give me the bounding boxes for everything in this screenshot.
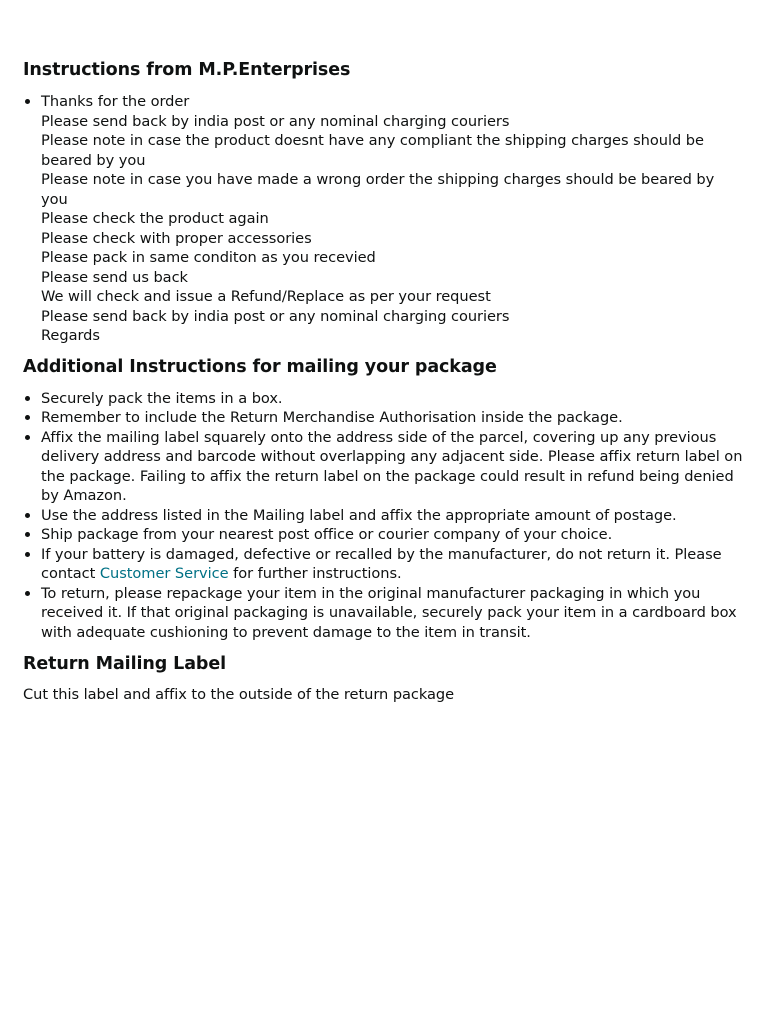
additional-instructions-list <box>23 389 744 643</box>
instruction-line: Please check with proper accessories <box>41 229 312 247</box>
list-item <box>41 92 744 346</box>
instruction-line: Please send back by india post or any nominal charging couriers <box>41 307 510 325</box>
instruction-line: We will check and issue a Refund/Replace as per your request <box>41 288 491 305</box>
instruction-line: Thanks for the order <box>41 93 190 110</box>
instruction-line: Please send back by india post or any nominal charging couriers <box>41 112 510 130</box>
list-item <box>41 545 744 584</box>
battery-text-after: for further instructions. <box>228 565 402 582</box>
return-mailing-label-heading: Return Mailing Label <box>23 654 227 674</box>
customer-service-link[interactable]: Customer Service <box>99 565 229 582</box>
list-item: Remember to include the Return Merchandise Authorisation inside the package. <box>41 408 744 428</box>
mp-enterprises-heading: Instructions from M.P.Enterprises <box>23 60 351 80</box>
mp-instructions-list <box>23 92 744 346</box>
list-item: Securely pack the items in a box. <box>41 389 744 409</box>
instruction-line: Please check the product again <box>41 210 269 227</box>
list-item: To return, please repackage your item in the original manufacturer packaging in which you received it. If that original packaging is unavailable, securely pack your item in a cardboard box with adequate cushioning to prevent damage to the item in transit. <box>41 584 744 643</box>
instruction-line: Please pack in same conditon as you recevied <box>41 249 376 266</box>
list-item: Ship package from your nearest post office or courier company of your choice. <box>41 525 744 545</box>
list-item: Use the address listed in the Mailing label and affix the appropriate amount of postage. <box>41 506 744 526</box>
battery-text-before: If your battery is damaged, defective or recalled by the manufacturer, do not return it. Please contact <box>41 545 722 582</box>
label-instruction-text: Cut this label and affix to the outside of the return package <box>23 686 455 703</box>
instruction-line: Please note in case you have made a wrong order the shipping charges should be beared by you <box>41 171 715 208</box>
additional-instructions-heading: Additional Instructions for mailing your package <box>23 356 497 377</box>
list-item: Affix the mailing label squarely onto the address side of the parcel, covering up any previous delivery address and barcode without overlapping any adjacent side. Please affix return label on the package. Failing to affix the return label on the package could result in refund being denied by Amazon. <box>41 428 743 504</box>
instruction-line: Regards <box>41 327 100 344</box>
instruction-line: Please note in case the product doesnt have any compliant the shipping charges should be beared by you <box>41 132 704 169</box>
instruction-line: Please send us back <box>41 268 188 286</box>
